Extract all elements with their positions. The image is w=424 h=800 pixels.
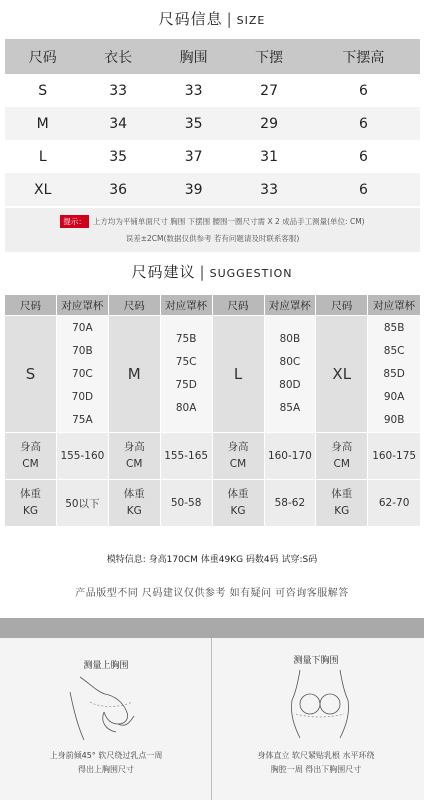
height-range: 155-165 <box>164 450 209 462</box>
suggestion-title-cn: 尺码建议 <box>131 263 196 281</box>
table-cell: 36 <box>80 173 155 206</box>
size-info-title-cn: 尺码信息 <box>158 10 223 28</box>
weight-label-text: 体重 <box>20 488 41 500</box>
header-size <box>316 295 367 315</box>
table-cell: 33 <box>231 173 306 206</box>
header-size <box>109 295 160 315</box>
header-length: 衣长 <box>80 39 155 74</box>
table-row <box>5 107 420 140</box>
height-unit-text: CM <box>126 458 143 470</box>
header-size-label: 尺码 <box>123 299 145 312</box>
table-cell: 37 <box>156 140 231 173</box>
header-cup <box>265 295 316 315</box>
upper-bust-title: 测量上胸围 <box>83 661 129 671</box>
cup-item: 85C <box>383 344 405 357</box>
height-unit-text: CM <box>22 458 39 470</box>
weight-label-text: 体重 <box>227 488 249 500</box>
table-cell: 29 <box>231 107 306 140</box>
suggestion-title <box>0 261 424 282</box>
weight-unit-text: KG <box>126 505 142 517</box>
table-cell: 35 <box>156 107 231 140</box>
header-size <box>213 295 264 315</box>
weight-range: 58-62 <box>274 497 306 509</box>
size-info-table <box>5 39 420 206</box>
cup-item: 85A <box>279 402 301 414</box>
header-cup <box>57 295 108 315</box>
weight-label-text: 体重 <box>331 488 353 500</box>
table-row <box>5 140 420 173</box>
size-label <box>213 316 264 432</box>
height-value <box>161 433 212 479</box>
table-cell: 33 <box>80 74 155 107</box>
cup-item: 80C <box>279 356 301 368</box>
cup-item: 90A <box>383 390 405 403</box>
height-value <box>57 433 108 479</box>
table-cell: 39 <box>156 173 231 206</box>
size-table-header-row <box>5 39 420 74</box>
section-band <box>0 618 424 638</box>
cup-item: 90B <box>383 413 405 426</box>
height-label <box>213 433 264 479</box>
weight-value <box>265 480 316 526</box>
height-label-text: 身高 <box>331 441 353 453</box>
size-value: L <box>233 365 243 383</box>
note-line-1 <box>5 215 420 228</box>
suggestion-title-en: SUGGESTION <box>209 267 293 280</box>
cup-item: 75B <box>175 333 197 345</box>
table-row <box>5 74 420 107</box>
table-cell: S <box>5 74 80 107</box>
cup-item: 80B <box>279 333 301 345</box>
height-range: 155-160 <box>60 450 105 462</box>
title-separator: | <box>226 10 233 28</box>
weight-range: 50-58 <box>170 497 202 509</box>
lower-bust-desc <box>216 749 416 777</box>
size-label <box>109 316 160 432</box>
table-cell: 6 <box>307 173 420 206</box>
table-cell: 31 <box>231 140 306 173</box>
lower-bust-illustration <box>270 668 370 740</box>
cup-item: 70A <box>72 321 93 334</box>
table-row <box>5 173 420 206</box>
weight-value <box>368 480 420 526</box>
weight-label <box>316 480 367 526</box>
header-cup-label: 对应罩杯 <box>268 299 311 312</box>
size-label <box>5 316 56 432</box>
cup-list <box>265 316 316 432</box>
height-label <box>5 433 56 479</box>
header-cup-label: 对应罩杯 <box>165 299 208 312</box>
cup-item: 75A <box>72 413 93 426</box>
table-cell: 6 <box>307 107 420 140</box>
table-cell: 6 <box>307 74 420 107</box>
note-line-2: 误差±2CM(数据仅供参考 若有问题请及时联系客服) <box>125 234 300 243</box>
weight-label-text: 体重 <box>123 488 145 500</box>
cup-item: 75D <box>175 379 197 391</box>
lower-bust-desc-1: 身体直立 软尺紧贴乳根 水平环绕 <box>257 751 375 760</box>
upper-bust-desc-1: 上身前倾45° 软尺绕过乳点一周 <box>49 751 163 760</box>
height-range: 160-170 <box>267 450 312 462</box>
weight-value <box>161 480 212 526</box>
weight-label <box>109 480 160 526</box>
cup-item: 75C <box>175 356 197 368</box>
weight-unit-text: KG <box>334 505 350 517</box>
header-hem: 下摆 <box>231 39 306 74</box>
table-cell: L <box>5 140 80 173</box>
height-value <box>368 433 420 479</box>
cup-item: 80D <box>279 379 301 391</box>
header-size-label: 尺码 <box>227 299 249 312</box>
cup-list <box>57 316 108 432</box>
table-cell: XL <box>5 173 80 206</box>
weight-value <box>57 480 108 526</box>
upper-bust-desc-2: 得出上胸围尺寸 <box>78 765 134 774</box>
table-cell: 33 <box>156 74 231 107</box>
height-unit-text: CM <box>333 458 350 470</box>
cup-item: 70C <box>72 367 93 380</box>
header-cup <box>161 295 212 315</box>
size-label <box>316 316 367 432</box>
height-value <box>265 433 316 479</box>
size-suggestion-table <box>5 295 420 532</box>
cup-item: 80A <box>175 402 197 414</box>
cup-item: 85B <box>383 321 405 334</box>
cup-list <box>161 316 212 432</box>
table-cell: 27 <box>231 74 306 107</box>
upper-bust-desc <box>6 749 206 777</box>
header-size-label: 尺码 <box>331 299 353 312</box>
height-range: 160-175 <box>372 450 417 462</box>
height-label-text: 身高 <box>20 441 41 453</box>
header-cup-label: 对应罩杯 <box>61 299 104 312</box>
cup-item: 70D <box>71 390 94 403</box>
height-label-text: 身高 <box>123 441 145 453</box>
header-hem-height: 下摆高 <box>307 39 420 74</box>
table-cell: 35 <box>80 140 155 173</box>
disclaimer: 产品版型不同 尺码建议仅供参考 如有疑问 可咨询客服解答 <box>75 588 349 599</box>
upper-bust-illustration <box>60 672 160 742</box>
lower-bust-title: 测量下胸围 <box>293 656 339 666</box>
weight-range: 50以下 <box>65 497 100 510</box>
weight-range: 62-70 <box>378 497 410 509</box>
size-value: M <box>127 365 141 383</box>
size-value: S <box>25 365 36 383</box>
table-cell: 34 <box>80 107 155 140</box>
header-bust: 胸围 <box>156 39 231 74</box>
lower-bust-desc-2: 胸腔一周 得出下胸围尺寸 <box>270 765 362 774</box>
tip-badge: 提示： <box>60 215 89 228</box>
model-info: 模特信息: 身高170CM 体重49KG 码数4码 试穿:S码 <box>106 555 318 565</box>
weight-unit-text: KG <box>22 505 39 517</box>
cup-item: 70B <box>72 344 93 357</box>
table-cell: 6 <box>307 140 420 173</box>
title-separator: | <box>199 263 206 281</box>
size-info-title <box>0 8 424 29</box>
header-size <box>5 295 56 315</box>
header-size-label: 尺码 <box>20 299 41 312</box>
measurement-note <box>5 208 420 252</box>
measure-divider <box>211 638 212 800</box>
weight-label <box>5 480 56 526</box>
height-label <box>109 433 160 479</box>
cup-item: 85D <box>383 367 405 380</box>
height-label-text: 身高 <box>227 441 249 453</box>
size-info-title-en: SIZE <box>236 14 266 27</box>
header-cup-label: 对应罩杯 <box>373 299 416 312</box>
cup-list <box>368 316 420 432</box>
height-label <box>316 433 367 479</box>
size-value: XL <box>332 365 352 383</box>
header-size: 尺码 <box>5 39 80 74</box>
table-cell: M <box>5 107 80 140</box>
weight-label <box>213 480 264 526</box>
height-unit-text: CM <box>229 458 247 470</box>
weight-unit-text: KG <box>230 505 246 517</box>
header-cup <box>368 295 420 315</box>
note-text-1: 上方均为平铺单面尺寸 胸围 下摆围 腰围一圈尺寸需 X 2 成品手工测量(单位: CM) <box>92 217 365 226</box>
